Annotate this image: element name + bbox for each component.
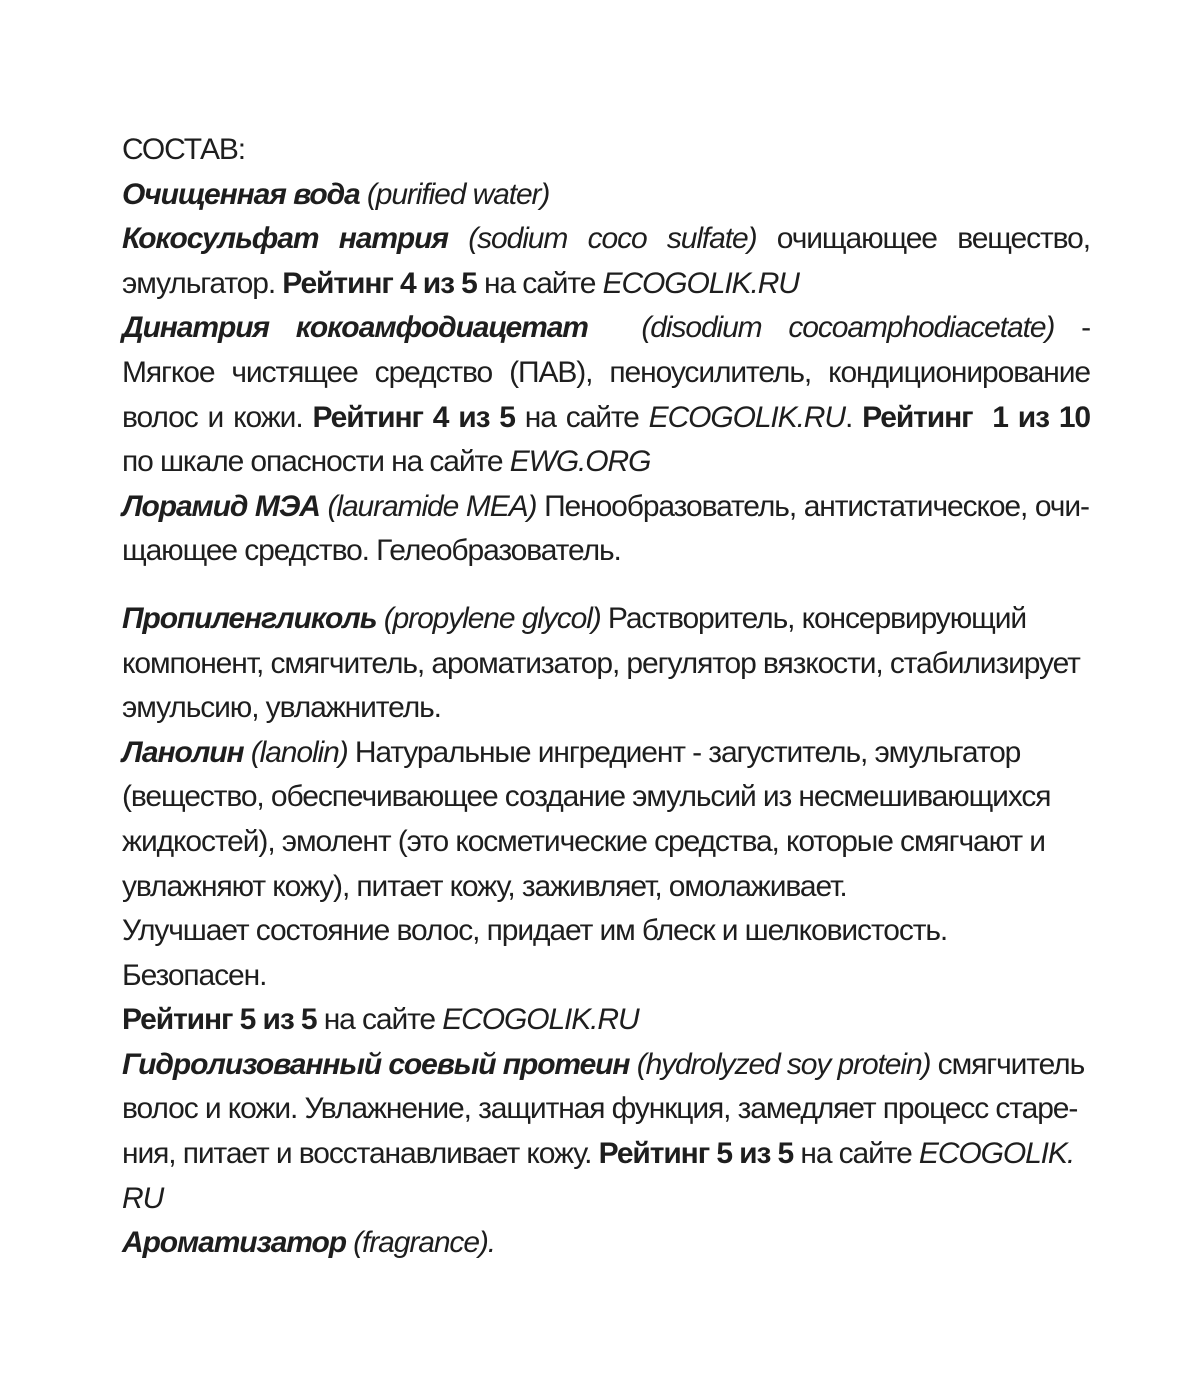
- ingredient-water: [122, 173, 1090, 218]
- hazard-rating: Рейтинг 1 из 10: [862, 400, 1090, 434]
- rating-source-prefix: на сайте: [793, 1137, 919, 1171]
- hazard-rating-suffix: по шкале опасности на сайте: [122, 445, 510, 479]
- ingredient-lauramide-mea: [122, 485, 1090, 574]
- rating-source-prefix: на сайте: [316, 1003, 443, 1037]
- separator: .: [844, 400, 863, 434]
- ingredient-name: Гидролизованный соевый протеин: [122, 1047, 630, 1081]
- rating-source-site: ECOGOLIK.RU: [602, 266, 799, 300]
- ingredient-lanolin-rating: [122, 998, 1090, 1043]
- composition-heading: СОСТАВ:: [122, 133, 245, 166]
- ingredient-propylene-glycol: [122, 597, 1090, 731]
- rating-source-prefix: на сайте: [514, 400, 649, 434]
- ingredient-name: Пропиленгликоль: [122, 601, 377, 635]
- ingredient-fragrance: [122, 1221, 1090, 1266]
- ingredient-lanolin-extra: Улучшает состояние волос, придает им блеск и шелковистость. Безопасен.: [122, 914, 948, 992]
- ingredient-description: Пенообразователь, антистатическое, очищающее средство. Гелеобразователь.: [122, 489, 1090, 568]
- ingredient-lanolin: [122, 731, 1090, 909]
- rating-source-site: ECOGOLIK.RU: [442, 1003, 639, 1037]
- rating-source-site: ECOGOLIK. RU: [122, 1137, 1075, 1215]
- ingredient-name: Ароматизатор: [122, 1226, 346, 1260]
- rating-source-site: ECOGOLIK.RU: [648, 400, 845, 434]
- rating: Рейтинг 4 из 5: [282, 266, 477, 300]
- rating-source-prefix: на сайте: [476, 266, 603, 300]
- ingredient-name: Динатрия кокоамфодиацетат: [122, 311, 588, 345]
- ingredient-description: Натуральные ингредиент - загуститель, эмульгатор (вещество, обеспечивающее создание эмульсий из несмешивающихся жидкостей), эмолент (это косметические средства, которые смягчают и увлажняют кожу), питает кожу, заживляет, омолаживает.: [122, 735, 1051, 903]
- ingredient-name: Лорамид МЭА: [122, 489, 320, 523]
- ingredient-description: смягчитель волос и кожи. Увлажнение, защитная функция, замедляет процесс старения, питает и восстанавливает кожу.: [122, 1047, 1085, 1171]
- ingredient-sodium-coco-sulfate: [122, 217, 1090, 306]
- ingredient-inci: (hydrolyzed soy protein): [636, 1047, 931, 1081]
- ingredient-description: очищающее вещество, эмульгатор.: [122, 222, 1090, 300]
- ingredients-document: [122, 128, 1090, 1266]
- ingredient-inci: (purified water): [366, 177, 550, 211]
- ingredient-description: Растворитель, консервирующий компонент, смягчитель, ароматизатор, регулятор вязкости, стабилизирует эмульсию, увлажнитель.: [122, 601, 1080, 725]
- hazard-rating-site: EWG.ORG: [509, 445, 651, 479]
- ingredient-description: - Мягкое чистящее средство (ПАВ), пеноусилитель, кондиционирование волос и кожи.: [122, 311, 1090, 434]
- rating: Рейтинг 5 из 5: [122, 1003, 317, 1037]
- ingredient-disodium-cocoamphodiacetate: [122, 306, 1090, 484]
- ingredient-inci: (lauramide MEA): [327, 489, 537, 523]
- rating: Рейтинг 5 из 5: [598, 1137, 794, 1171]
- ingredient-name: Ланолин: [122, 735, 244, 769]
- ingredient-inci: (lanolin): [250, 735, 348, 769]
- ingredient-hydrolyzed-soy-protein: [122, 1043, 1090, 1221]
- ingredient-name: Очищенная вода: [122, 177, 360, 211]
- ingredient-name: Кокосульфат натрия: [122, 222, 448, 256]
- ingredient-inci: (disodium cocoamphodiacetate): [641, 311, 1055, 345]
- ingredient-inci: (propylene glycol): [383, 601, 601, 635]
- ingredient-inci: (sodium coco sulfate): [468, 222, 757, 256]
- rating: Рейтинг 4 из 5: [312, 400, 515, 434]
- ingredient-inci: (fragrance).: [353, 1226, 496, 1260]
